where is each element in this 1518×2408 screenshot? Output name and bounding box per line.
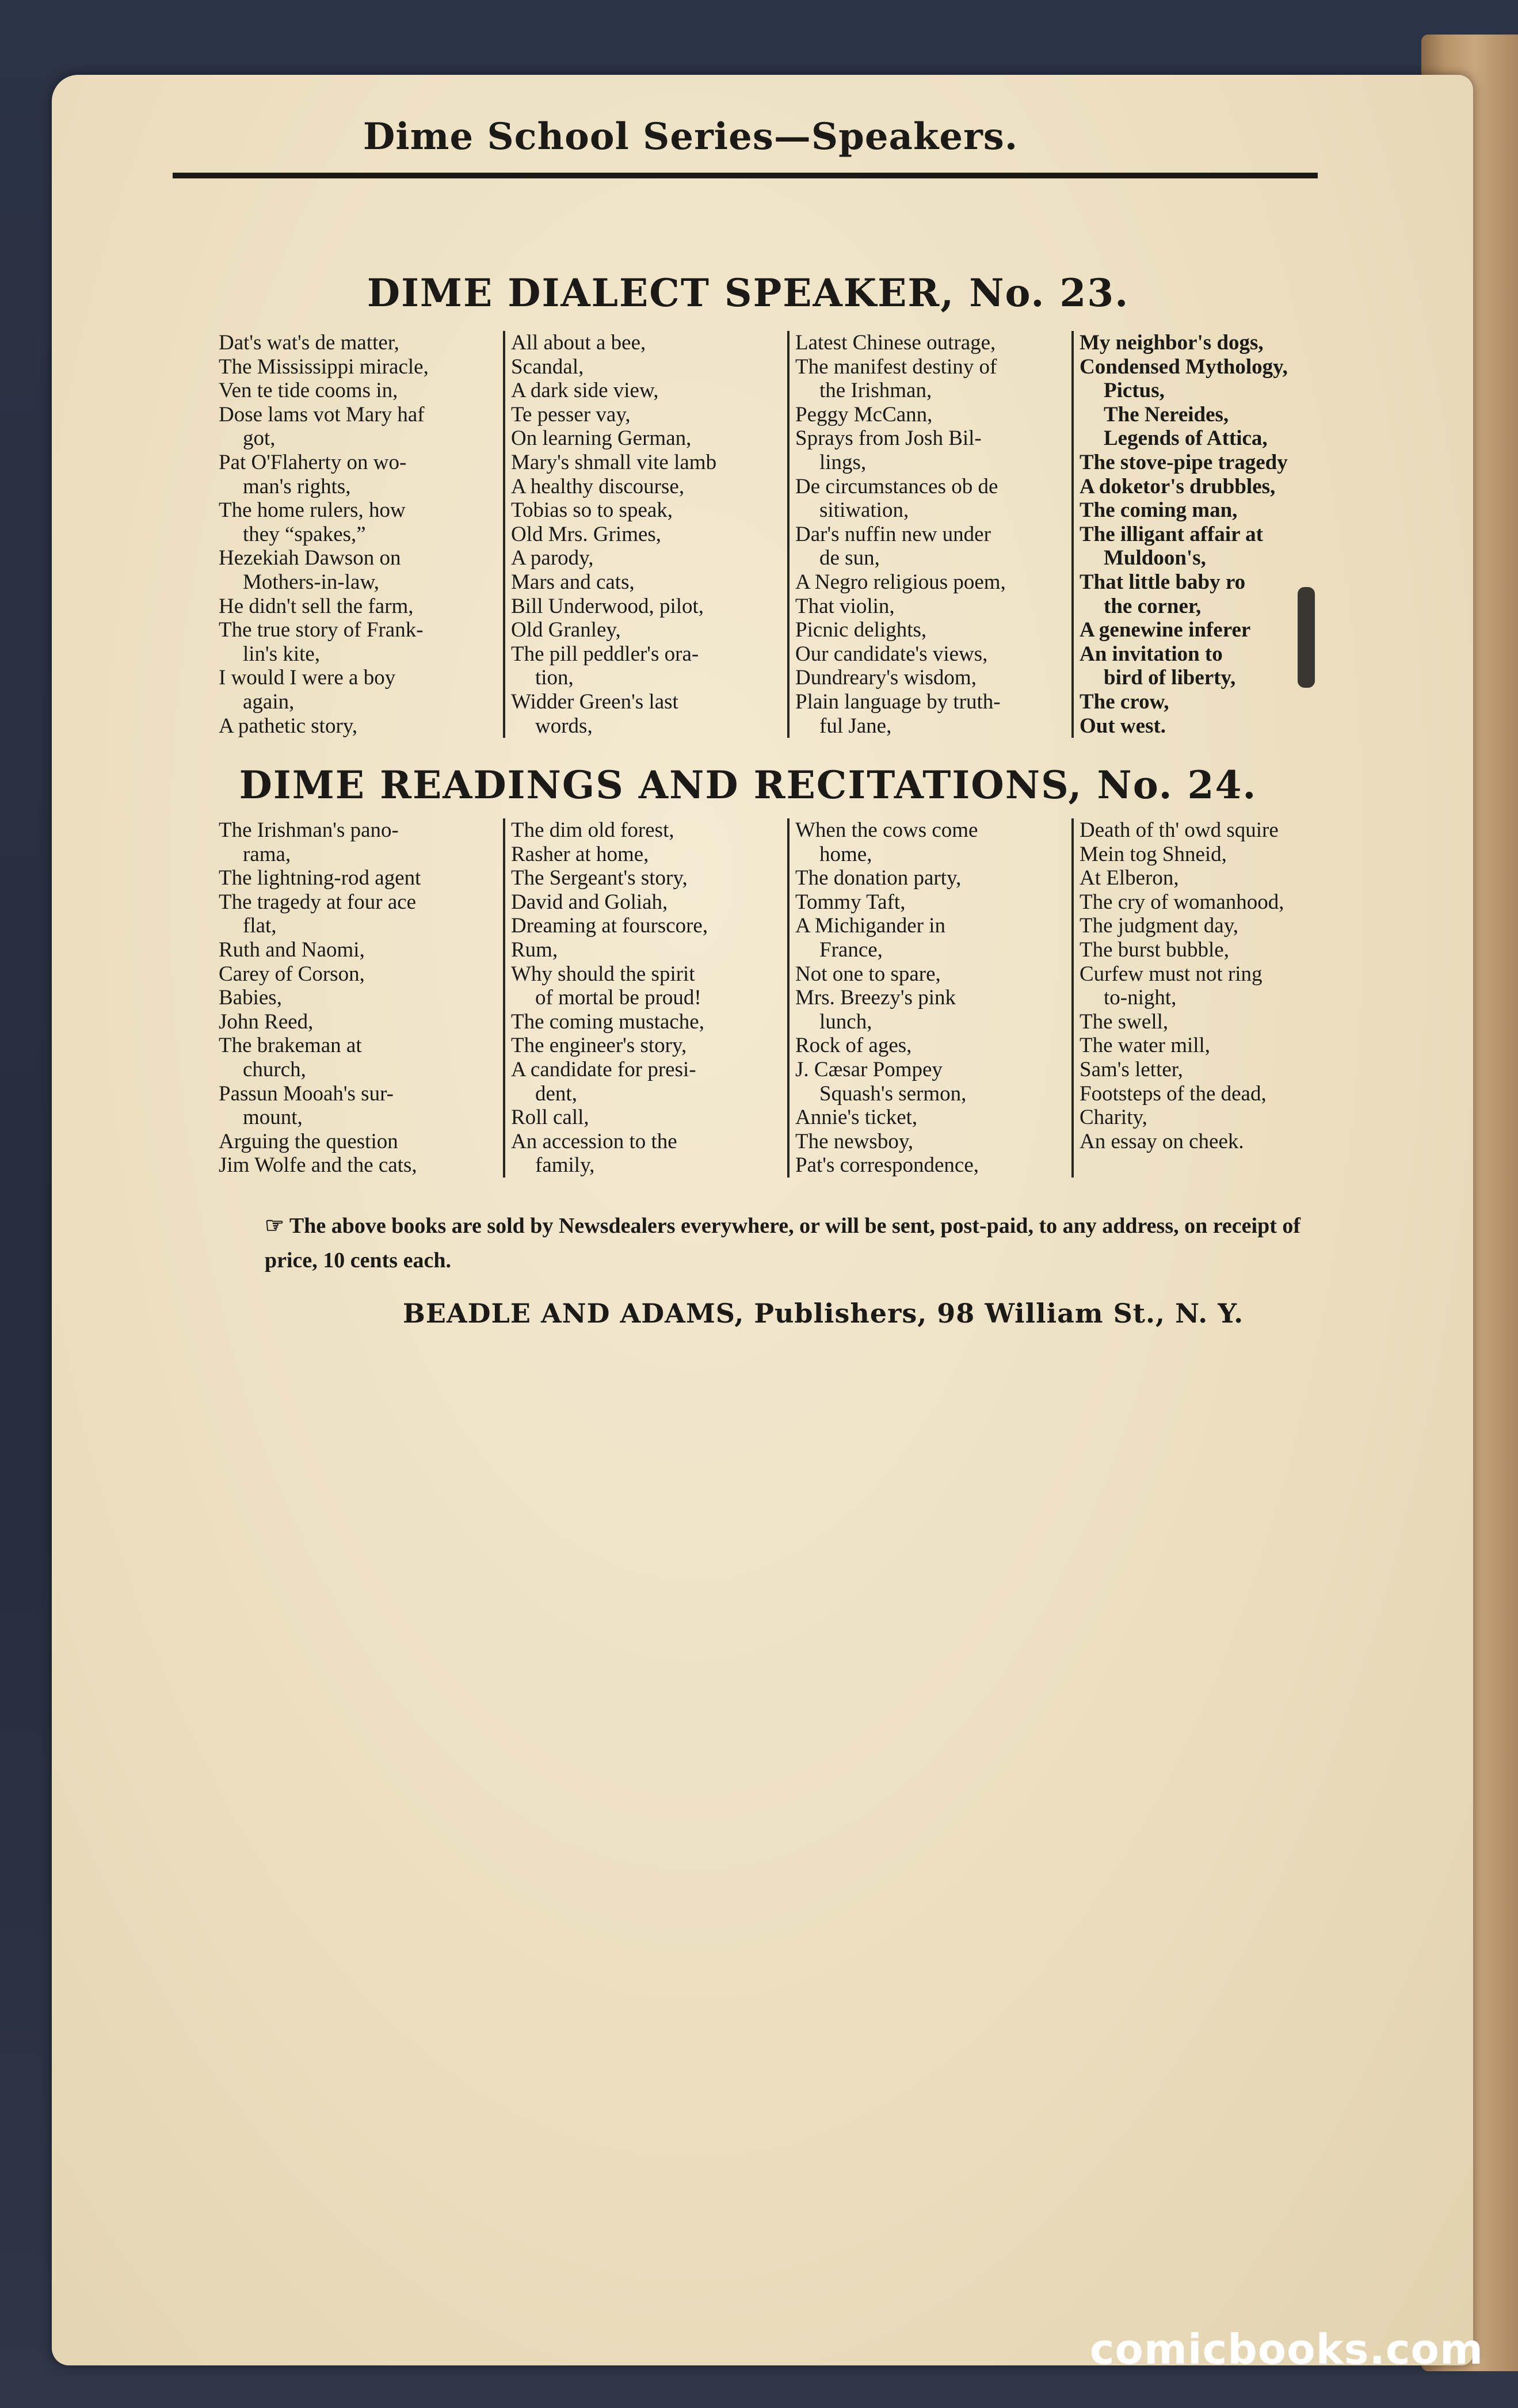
contents-entry: Mothers-in-law, (243, 570, 380, 594)
contents-entry: church, (243, 1057, 306, 1081)
contents-entry: Picnic delights, (795, 618, 927, 642)
contents-entry: Rum, (511, 938, 558, 962)
sales-note: ☞ The above books are sold by Newsdealers everywhere, or will be sent, post-paid, to any address, on receipt of price, 10 cents each. (265, 1214, 1301, 1272)
contents-entry: the Irishman, (819, 379, 932, 403)
contents-entry: The manifest destiny of (795, 355, 997, 379)
contents-column (503, 331, 787, 738)
contents-entry: The stove-pipe tragedy (1080, 450, 1288, 474)
contents-entry: Old Mrs. Grimes, (511, 522, 662, 546)
contents-entry: Tobias so to speak, (511, 498, 673, 523)
contents-entry: flat, (243, 914, 277, 938)
contents-entry: The burst bubble, (1080, 938, 1229, 962)
contents-entry: Dat's wat's de matter, (219, 331, 399, 355)
contents-entry: The brakeman at (219, 1034, 362, 1058)
contents-entry: Pat O'Flaherty on wo- (219, 450, 407, 474)
contents-entry: home, (819, 842, 872, 866)
header-rule (173, 173, 1318, 178)
contents-entry: Te pesser vay, (511, 402, 631, 426)
dialect-speaker-contents (219, 331, 1356, 738)
contents-entry: Sam's letter, (1080, 1057, 1183, 1081)
ink-blot (1298, 587, 1315, 688)
contents-entry: Why should the spirit (511, 962, 695, 986)
contents-entry: A Negro religious poem, (795, 570, 1006, 594)
contents-entry: John Reed, (219, 1009, 314, 1034)
contents-entry: The engineer's story, (511, 1034, 687, 1058)
contents-column (1071, 818, 1356, 1178)
contents-entry: At Elberon, (1080, 866, 1179, 890)
contents-entry: man's rights, (243, 474, 351, 498)
contents-entry: rama, (243, 842, 291, 866)
contents-entry: Muldoon's, (1104, 546, 1206, 570)
contents-entry: got, (243, 426, 276, 451)
contents-entry: The tragedy at four ace (219, 890, 417, 914)
contents-entry: Passun Mooah's sur- (219, 1081, 394, 1106)
contents-entry: sitiwation, (819, 498, 909, 523)
contents-entry: An accession to the (511, 1129, 677, 1153)
contents-entry: Sprays from Josh Bil- (795, 426, 982, 451)
contents-entry: A Michigander in (795, 914, 946, 938)
contents-entry: The newsboy, (795, 1129, 914, 1153)
contents-entry: The Nereides, (1104, 402, 1229, 426)
contents-entry: dent, (535, 1081, 577, 1106)
section-title-dialect-speaker: DIME DIALECT SPEAKER, No. 23. (367, 270, 1130, 315)
contents-entry: lings, (819, 450, 867, 474)
contents-entry: family, (535, 1153, 595, 1178)
contents-entry: words, (535, 714, 593, 738)
contents-entry: of mortal be proud! (535, 986, 701, 1010)
contents-entry: Condensed Mythology, (1080, 355, 1288, 379)
contents-entry: A candidate for presi- (511, 1057, 696, 1081)
contents-entry: Legends of Attica, (1104, 426, 1268, 451)
contents-column (219, 818, 503, 1178)
contents-entry: Ven te tide cooms in, (219, 379, 398, 403)
contents-entry: Death of th' owd squire (1080, 818, 1279, 842)
contents-entry: The judgment day, (1080, 914, 1239, 938)
contents-entry: Pictus, (1104, 379, 1165, 403)
contents-entry: The lightning-rod agent (219, 866, 421, 890)
contents-entry: Scandal, (511, 355, 584, 379)
contents-entry: Jim Wolfe and the cats, (219, 1153, 417, 1178)
contents-entry: The crow, (1080, 689, 1169, 714)
contents-entry: Widder Green's last (511, 689, 678, 714)
contents-entry: That violin, (795, 594, 895, 618)
contents-column (787, 818, 1071, 1178)
contents-entry: A genewine inferer (1080, 618, 1251, 642)
contents-entry: Curfew must not ring (1080, 962, 1263, 986)
contents-entry: The Sergeant's story, (511, 866, 688, 890)
contents-entry: France, (819, 938, 883, 962)
contents-entry: Peggy McCann, (795, 402, 933, 426)
contents-column (787, 331, 1071, 738)
contents-entry: I would I were a boy (219, 666, 396, 690)
contents-entry: Latest Chinese outrage, (795, 331, 996, 355)
contents-entry: Babies, (219, 986, 282, 1010)
contents-entry: Tommy Taft, (795, 890, 906, 914)
contents-entry: Mein tog Shneid, (1080, 842, 1227, 866)
contents-entry: de sun, (819, 546, 880, 570)
contents-entry: Ruth and Naomi, (219, 938, 365, 962)
contents-entry: The dim old forest, (511, 818, 674, 842)
contents-entry: A pathetic story, (219, 714, 358, 738)
page-header: Dime School Series—Speakers. (363, 115, 1019, 158)
contents-entry: to-night, (1104, 986, 1177, 1010)
contents-entry: Carey of Corson, (219, 962, 365, 986)
contents-entry: Mary's shmall vite lamb (511, 450, 717, 474)
contents-entry: A doketor's drubbles, (1080, 474, 1276, 498)
contents-entry: mount, (243, 1106, 303, 1130)
contents-column (503, 818, 787, 1178)
contents-entry: Footsteps of the dead, (1080, 1081, 1267, 1106)
contents-entry: When the cows come (795, 818, 978, 842)
contents-entry: Annie's ticket, (795, 1106, 918, 1130)
contents-entry: The coming man, (1080, 498, 1238, 523)
contents-entry: Not one to spare, (795, 962, 941, 986)
contents-entry: Squash's sermon, (819, 1081, 967, 1106)
site-watermark: comicbooks.com (1089, 2325, 1483, 2373)
contents-entry: Arguing the question (219, 1129, 398, 1153)
contents-entry: The water mill, (1080, 1034, 1211, 1058)
contents-entry: An essay on cheek. (1080, 1129, 1244, 1153)
contents-entry: All about a bee, (511, 331, 646, 355)
contents-entry: The true story of Frank- (219, 618, 424, 642)
contents-entry: lin's kite, (243, 642, 321, 666)
contents-entry: Dreaming at fourscore, (511, 914, 708, 938)
contents-entry: The donation party, (795, 866, 962, 890)
contents-entry: Mars and cats, (511, 570, 635, 594)
contents-entry: The cry of womanhood, (1080, 890, 1284, 914)
contents-entry: they “spakes,” (243, 522, 366, 546)
contents-entry: The home rulers, how (219, 498, 406, 523)
contents-entry: Rasher at home, (511, 842, 649, 866)
contents-entry: Dar's nuffin new under (795, 522, 991, 546)
contents-entry: Pat's correspondence, (795, 1153, 979, 1178)
contents-entry: My neighbor's dogs, (1080, 331, 1264, 355)
contents-column (219, 331, 503, 738)
contents-entry: ful Jane, (819, 714, 892, 738)
contents-entry: An invitation to (1080, 642, 1223, 666)
contents-entry: The coming mustache, (511, 1009, 704, 1034)
contents-entry: lunch, (819, 1009, 872, 1034)
contents-entry: Dundreary's wisdom, (795, 666, 977, 690)
publisher-imprint: BEADLE AND ADAMS, Publishers, 98 William St., N. Y. (403, 1298, 1244, 1329)
contents-entry: De circumstances ob de (795, 474, 998, 498)
contents-entry: He didn't sell the farm, (219, 594, 414, 618)
contents-entry: Hezekiah Dawson on (219, 546, 401, 570)
contents-entry: bird of liberty, (1104, 666, 1236, 690)
contents-entry: Mrs. Breezy's pink (795, 986, 956, 1010)
contents-entry: The pill peddler's ora- (511, 642, 699, 666)
contents-entry: A dark side view, (511, 379, 659, 403)
contents-entry: A parody, (511, 546, 594, 570)
contents-entry: A healthy discourse, (511, 474, 685, 498)
contents-entry: That little baby ro (1080, 570, 1246, 594)
contents-entry: Charity, (1080, 1106, 1147, 1130)
contents-entry: Out west. (1080, 714, 1166, 738)
contents-entry: The Mississippi miracle, (219, 355, 429, 379)
contents-entry: again, (243, 689, 295, 714)
contents-entry: The swell, (1080, 1009, 1169, 1034)
contents-entry: the corner, (1104, 594, 1202, 618)
section-title-readings-recitations: DIME READINGS AND RECITATIONS, No. 24. (239, 763, 1257, 807)
contents-entry: The Irishman's pano- (219, 818, 399, 842)
contents-entry: tion, (535, 666, 574, 690)
contents-entry: Rock of ages, (795, 1034, 912, 1058)
contents-entry: Old Granley, (511, 618, 621, 642)
contents-entry: J. Cæsar Pompey (795, 1057, 943, 1081)
contents-entry: Roll call, (511, 1106, 589, 1130)
contents-entry: David and Goliah, (511, 890, 668, 914)
contents-entry: The illigant affair at (1080, 522, 1263, 546)
readings-recitations-contents (219, 818, 1356, 1178)
contents-entry: Plain language by truth- (795, 689, 1001, 714)
contents-entry: Bill Underwood, pilot, (511, 594, 704, 618)
contents-entry: On learning German, (511, 426, 692, 451)
contents-entry: Dose lams vot Mary haf (219, 402, 425, 426)
contents-entry: Our candidate's views, (795, 642, 988, 666)
